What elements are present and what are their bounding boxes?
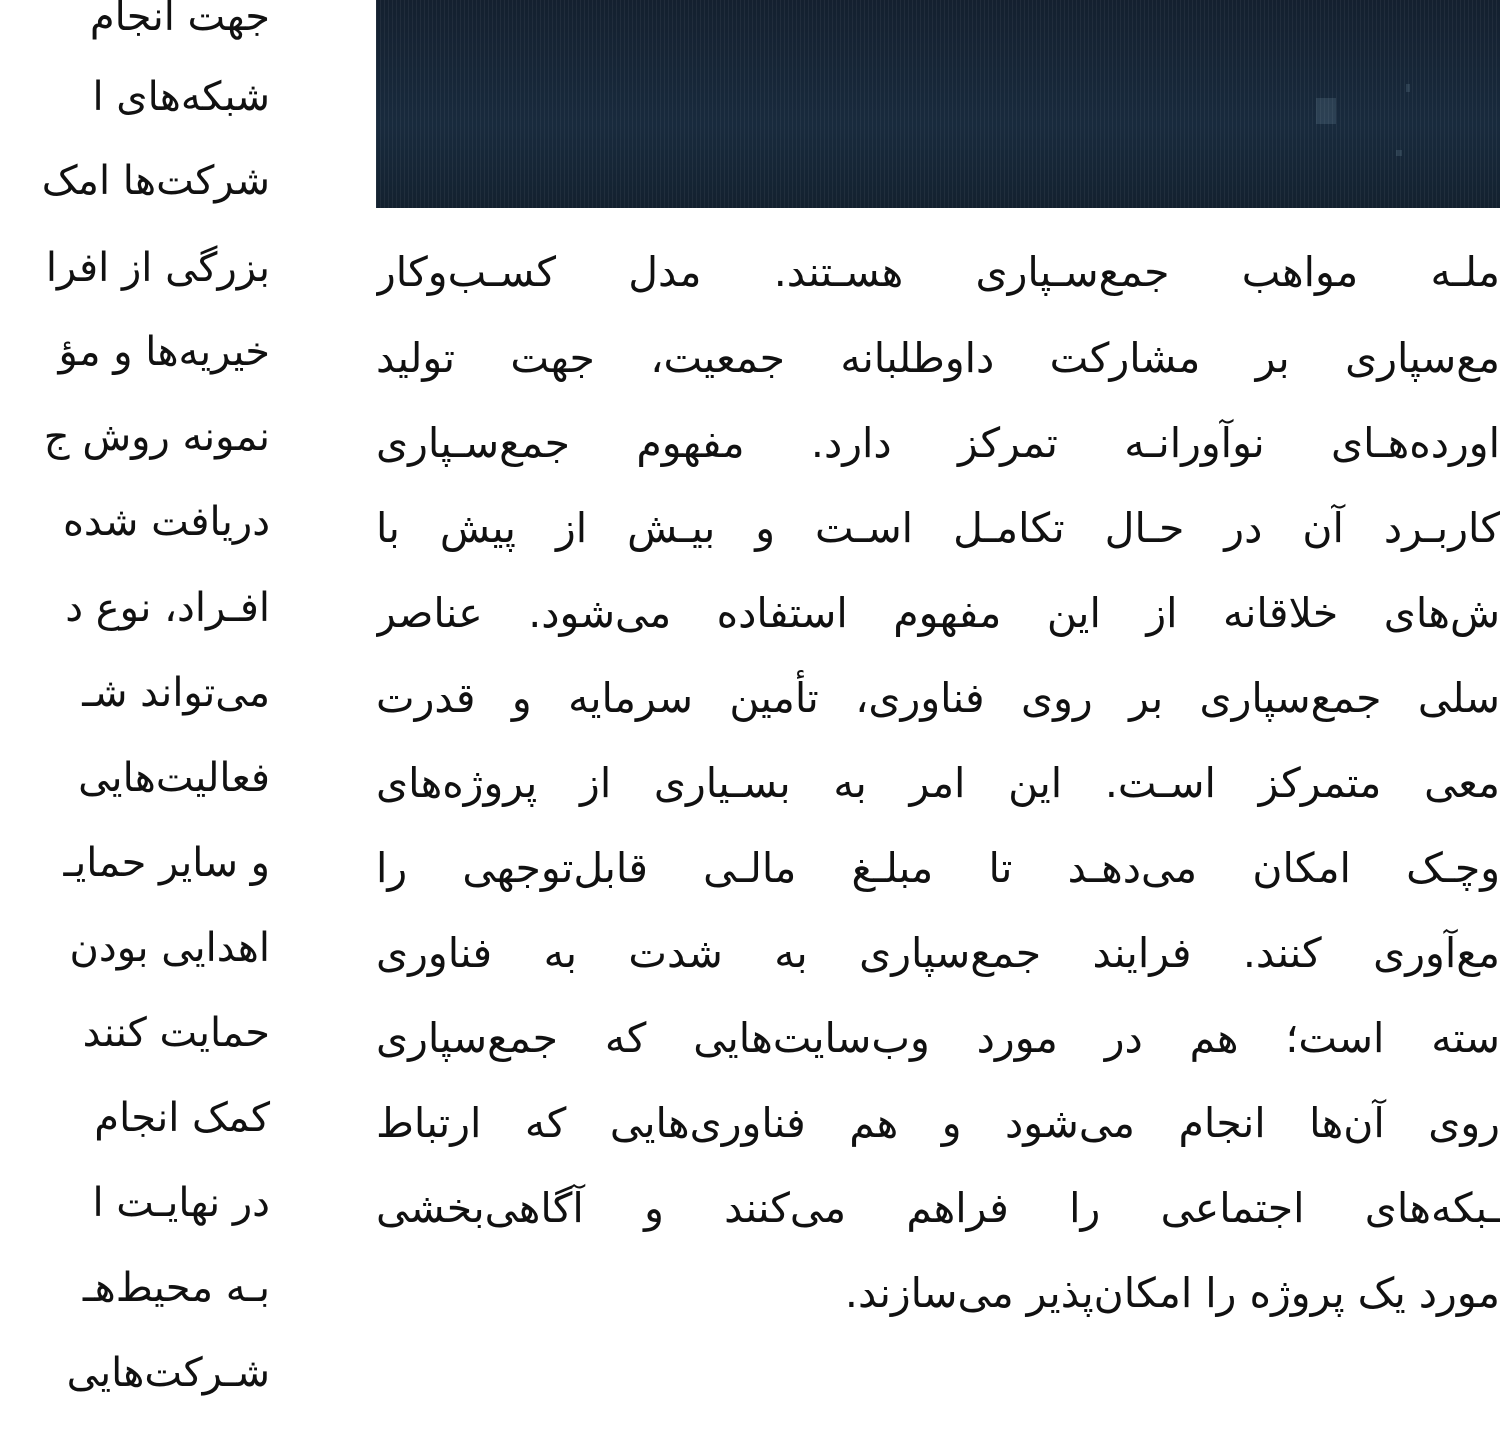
left-line: نمونه روش ج [43,414,270,460]
right-line: ملـه مواهب جمع‌سـپاری هسـتند. مدل کسـب‌وکار [376,248,1500,296]
left-line: شـرکت‌هایی [66,1350,270,1396]
left-line: خیریه‌ها و مؤ [58,329,270,375]
left-line: می‌تواند شـ [82,670,270,716]
right-line: سلی جمع‌سپاری بر روی فناوری، تأمین سرمایه و قدرت [376,674,1500,722]
right-text-column [376,208,1500,1440]
left-line: افـراد، نوع د [65,585,270,631]
right-line: مع‌سپاری بر مشارکت داوطلبانه جمعیت، جهت تولید [376,334,1500,382]
left-line: اهدایی بودن [69,925,270,971]
left-line: حمایت کنند [82,1010,270,1056]
right-line: ش‌های خلاقانه از این مفهوم استفاده می‌شود. عناصر [376,589,1500,637]
left-line: شبکه‌های ا [92,74,270,120]
right-line: معی متمرکز اسـت. این امر به بسـیاری از پروژه‌های [376,759,1500,807]
right-line: روی آن‌ها انجام می‌شود و هم فناوری‌هایی که ارتباط [376,1099,1500,1147]
photo-detail [1406,84,1410,92]
left-line: و سایر حمایـ [63,840,270,886]
left-line: فعالیت‌هایی [78,755,270,801]
right-line: سته است؛ هم در مورد وب‌سایت‌هایی که جمع‌سپاری [376,1014,1500,1062]
left-line: کمک انجام [94,1095,270,1141]
left-line: جهت انجام [89,0,270,40]
right-line: اورده‌هـای نوآورانـه تمرکز دارد. مفهوم جمع‌سـپاری [376,419,1500,467]
right-line: مع‌آوری کنند. فرایند جمع‌سپاری به شدت به فناوری [376,929,1500,977]
dark-photo [376,0,1500,208]
photo-detail [1396,150,1402,156]
right-line: وچـک امکان می‌دهـد تا مبلـغ مالـی قابل‌توجهی را [376,844,1500,892]
photo-detail [1316,98,1336,124]
right-line: کاربـرد آن در حـال تکامـل اسـت و بیـش از پیش با [376,504,1500,552]
left-line: در نهایـت ا [92,1180,270,1226]
left-line: شرکت‌ها امک [41,158,270,204]
left-text-column [0,0,300,1440]
right-line-last: مورد یک پروژه را امکان‌پذیر می‌سازند. [844,1269,1500,1317]
left-line: بـه محیط‌هـ [82,1265,270,1311]
left-line: بزرگی از افرا [45,245,270,291]
left-line: دریافت شده [62,499,270,545]
right-line: ـبکه‌های اجتماعی را فراهم می‌کنند و آگاهی‌بخشی [376,1184,1500,1232]
